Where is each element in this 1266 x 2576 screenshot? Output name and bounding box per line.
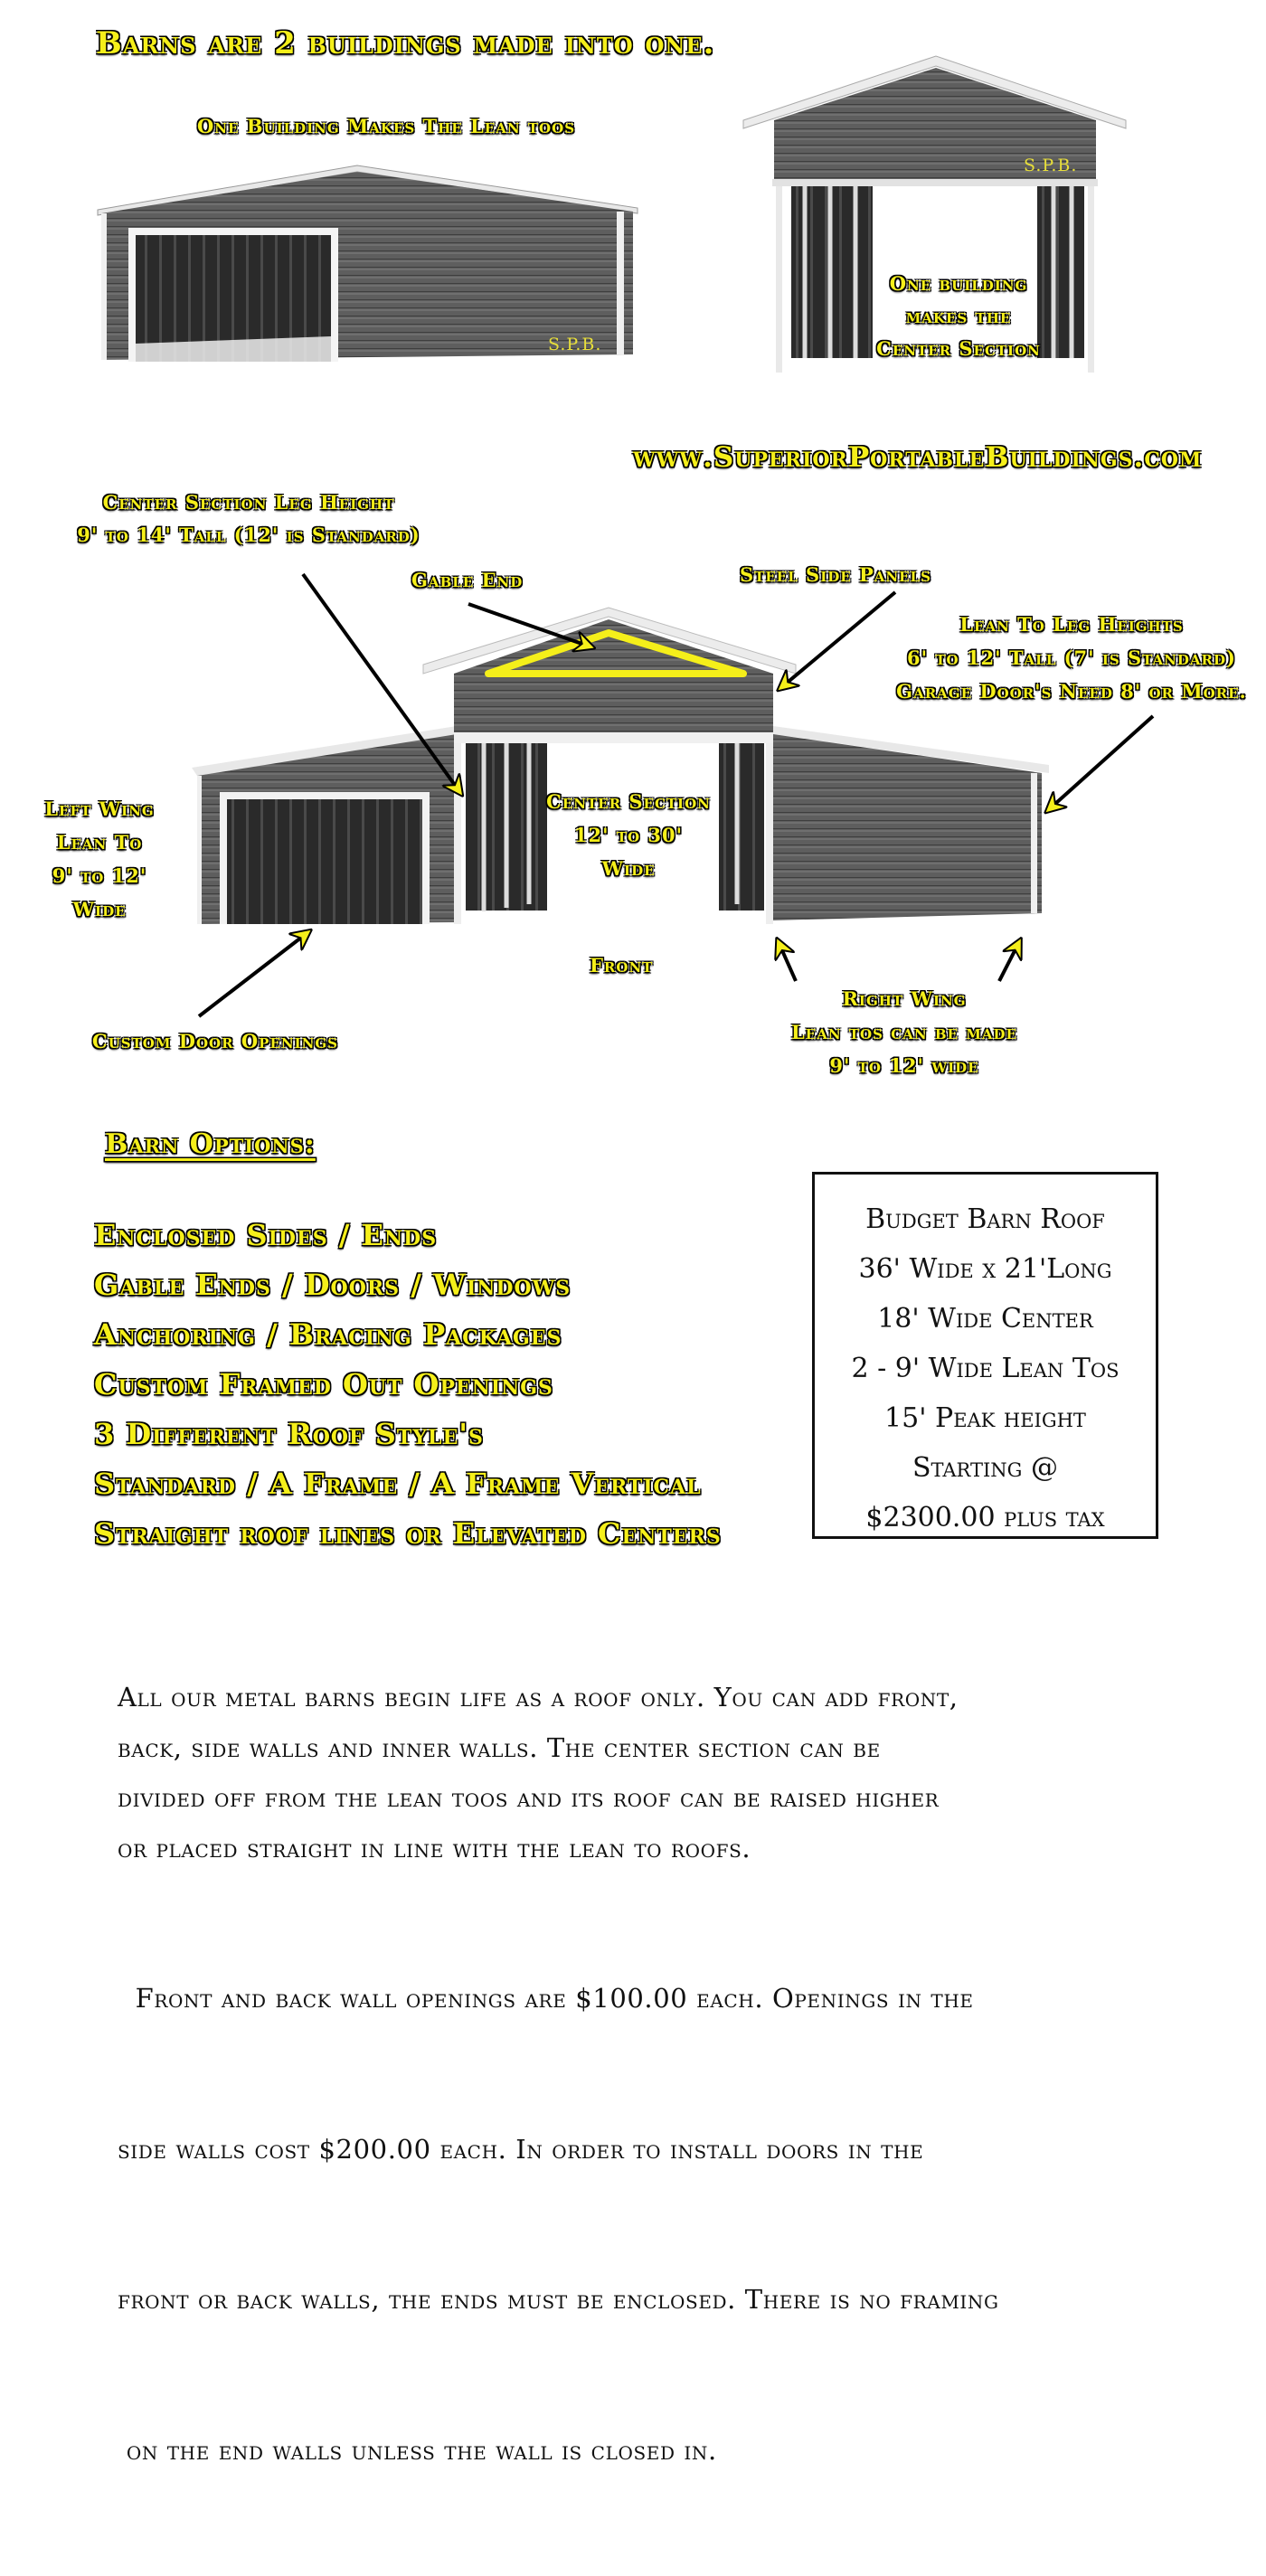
front-label: Front xyxy=(590,954,654,977)
center-section-width-label: Center Section 12' to 30' Wide xyxy=(546,790,711,880)
list-item: Straight roof lines or Elevated Centers xyxy=(94,1516,722,1551)
list-item: Standard / A Frame / A Frame Vertical xyxy=(94,1467,702,1501)
side-panels-arrow xyxy=(779,592,895,689)
list-item: Enclosed Sides / Ends xyxy=(94,1218,438,1252)
list-item: Gable Ends / Doors / Windows xyxy=(94,1268,572,1302)
budget-line: 18' Wide Center xyxy=(877,1303,1093,1335)
body-paragraph-1: All our metal barns begin life as a roof only. You can add front, back, side walls and inner walls. The center section can be divided off from the lean toos and its roof can be raised higher or placed straight in line with the lean to roofs. xyxy=(118,1682,959,1864)
budget-price: $2300.00 plus tax xyxy=(865,1502,1105,1533)
page-title: Barns are 2 buildings made into one. xyxy=(96,25,715,61)
budget-line: Budget Barn Roof xyxy=(865,1203,1105,1235)
list-item: 3 Different Roof Style's xyxy=(94,1417,484,1451)
list-item: Anchoring / Bracing Packages xyxy=(94,1317,562,1352)
door-openings-arrow xyxy=(199,931,309,1016)
left-wing-label: Left Wing Lean To 9' to 12' Wide xyxy=(44,797,155,920)
lean-toos-caption: One Building Makes The Lean toos xyxy=(197,115,576,137)
lean-to-leg-heights-label: Lean To Leg Heights 6' to 12' Tall (7' is Standard) Garage Door's Need 8' or More. xyxy=(896,613,1247,703)
budget-line: 15' Peak height xyxy=(884,1402,1086,1434)
right-wing-label: Right Wing Lean tos can be made 9' to 12' wide xyxy=(791,987,1017,1077)
custom-door-openings-label: Custom Door Openings xyxy=(92,1030,338,1052)
spb-stamp-left: S.P.B. xyxy=(548,335,602,354)
barn-options-list xyxy=(94,1217,722,1565)
budget-barn-box xyxy=(812,1172,1158,1539)
body-paragraph-2: Front and back wall openings are $100.00 each. Openings in the side walls cost $200.00 each. In order to install doors in the front or back walls, the ends must be enclosed. There is no framing on the end walls unless the wall is closed in. xyxy=(118,1983,999,2466)
budget-line: 2 - 9' Wide Lean Tos xyxy=(851,1353,1120,1384)
center-leg-height-label: Center Section Leg Height 9' to 14' Tall (12' is Standard) xyxy=(77,491,420,546)
lean-to-building-photo xyxy=(98,165,638,362)
budget-line: 36' Wide x 21'Long xyxy=(858,1253,1112,1285)
barn-options-heading: Barn Options: xyxy=(105,1128,316,1160)
right-wing-arrow-left xyxy=(778,940,796,981)
steel-side-panels-label: Steel Side Panels xyxy=(740,563,931,586)
right-wing-arrow-right xyxy=(999,940,1020,981)
center-section-caption: One building makes the Center Section xyxy=(876,272,1041,360)
spb-stamp-right: S.P.B. xyxy=(1024,156,1078,175)
lean-to-leg-arrow xyxy=(1047,716,1153,811)
budget-line: Starting @ xyxy=(912,1452,1058,1484)
website-url[interactable]: www.SuperiorPortableBuildings.com xyxy=(633,441,1203,474)
gable-end-label: Gable End xyxy=(411,569,524,591)
list-item: Custom Framed Out Openings xyxy=(94,1367,553,1401)
